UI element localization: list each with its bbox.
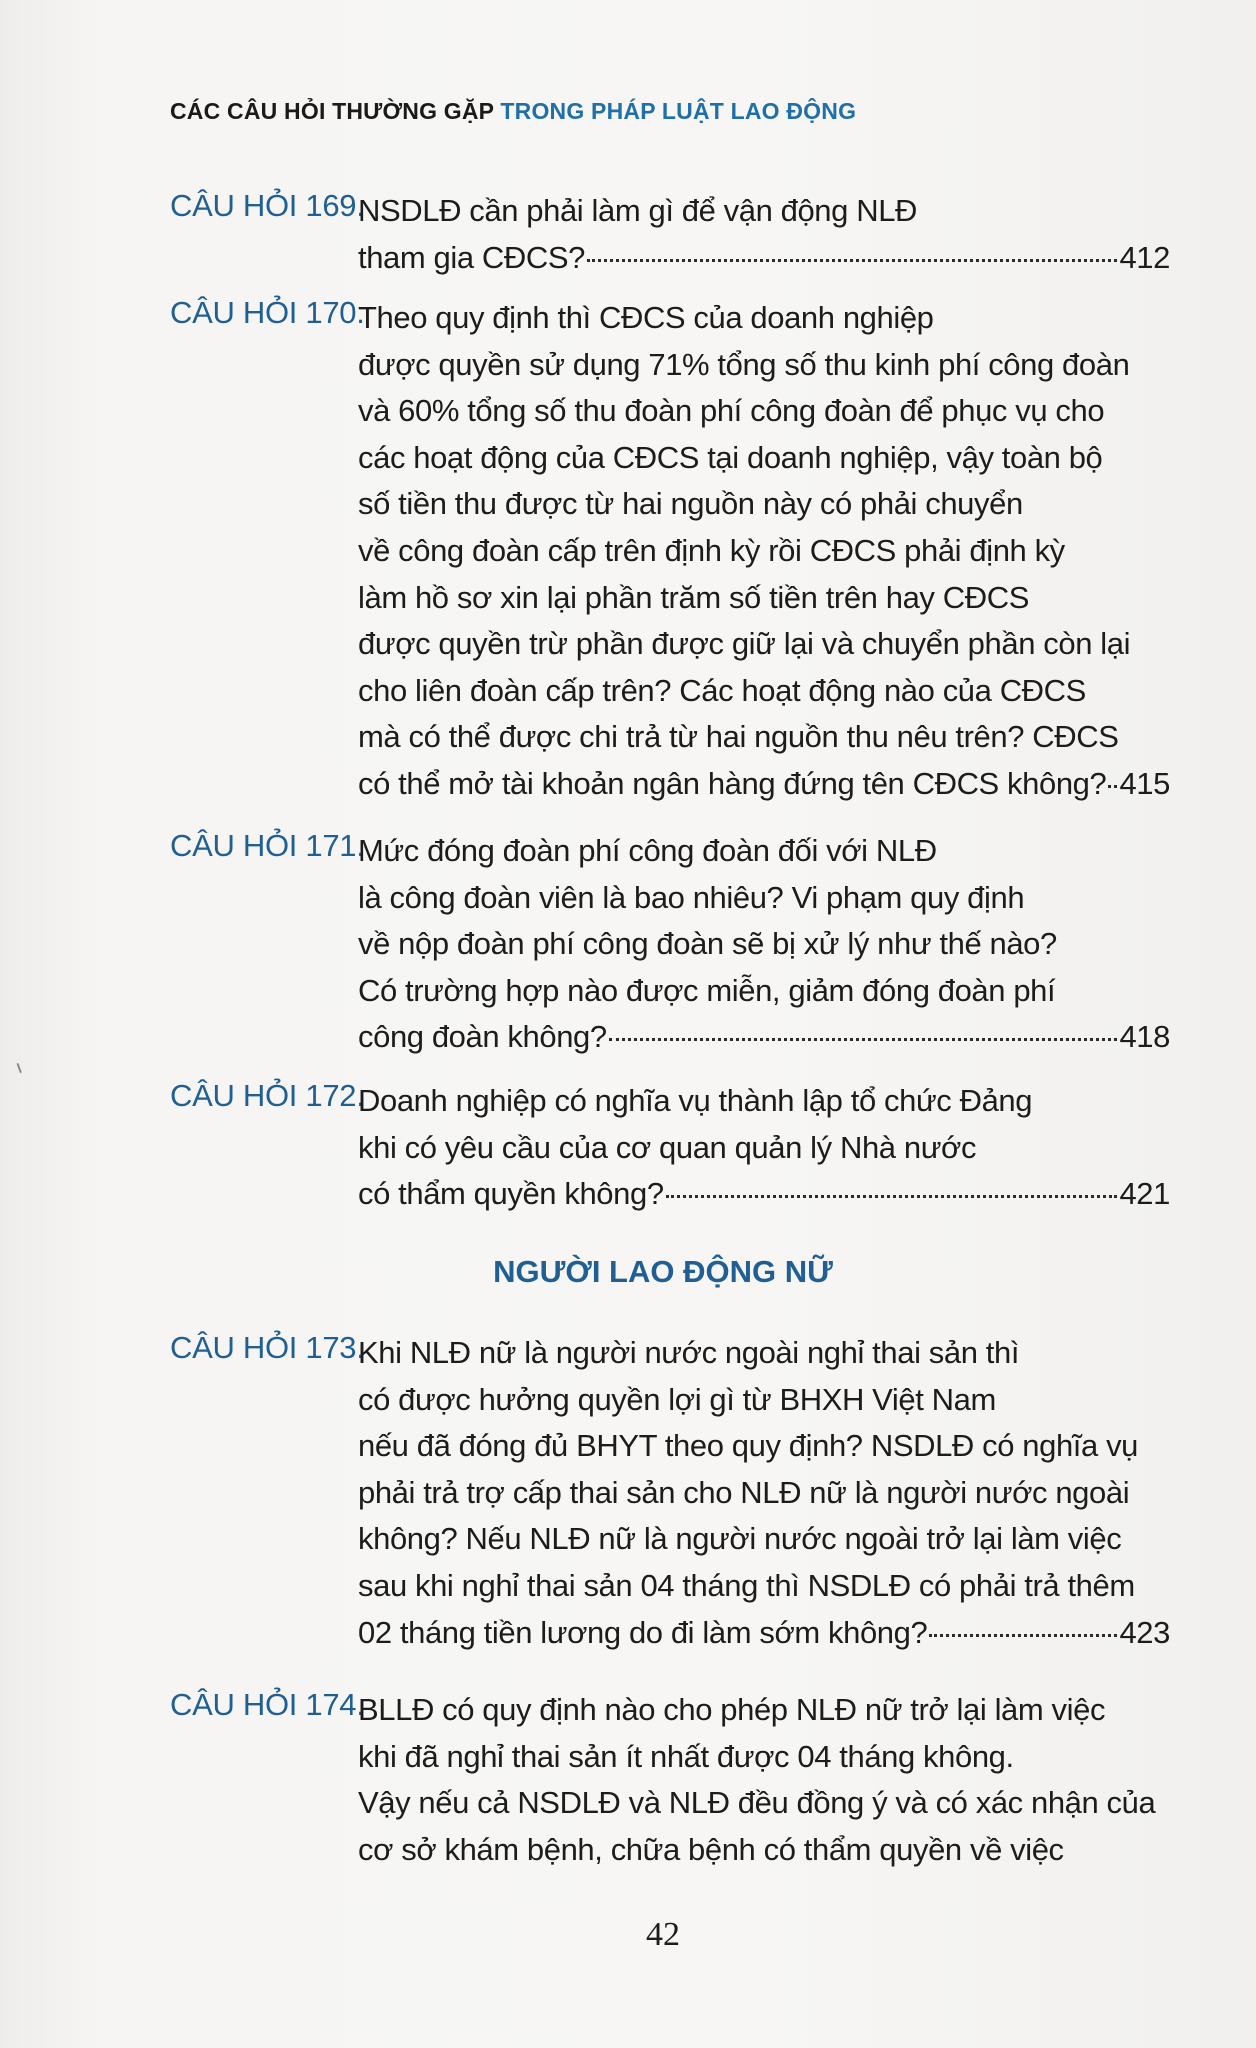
question-line: công đoàn không?: [358, 1019, 607, 1055]
question-line: được quyền trừ phần được giữ lại và chuyển phần còn lại: [358, 626, 1131, 662]
question-line: NSDLĐ cần phải làm gì để vận động NLĐ: [358, 193, 918, 228]
question-line: được quyền sử dụng 71% tổng số thu kinh phí công đoàn: [358, 346, 1130, 382]
question-last-line: [358, 1014, 1170, 1061]
question-text: [358, 188, 1170, 281]
question-line: cơ sở khám bệnh, chữa bệnh có thẩm quyền về việc: [358, 1831, 1064, 1867]
question-line: tham gia CĐCS?: [358, 239, 585, 275]
question-line: nếu đã đóng đủ BHYT theo quy định? NSDLĐ có nghĩa vụ: [358, 1428, 1139, 1464]
question-last-line: [358, 1171, 1170, 1218]
question-line: khi có yêu cầu của cơ quan quản lý Nhà nước: [358, 1129, 977, 1165]
question-line: 02 tháng tiền lương do đi làm sớm không?: [358, 1614, 928, 1650]
question-last-line: [358, 1610, 1170, 1657]
question-line: và 60% tổng số thu đoàn phí công đoàn để phục vụ cho: [358, 393, 1105, 429]
question-line: có thể mở tài khoản ngân hàng đứng tên CĐCS không?: [358, 765, 1107, 801]
question-label: CÂU HỎI 170.: [170, 295, 365, 330]
question-label: CÂU HỎI 169.: [170, 188, 365, 223]
question-label: CÂU HỎI 172.: [170, 1078, 365, 1113]
question-line: Có trường hợp nào được miễn, giảm đóng đoàn phí: [358, 972, 1056, 1008]
dot-leader: [666, 1195, 1118, 1198]
toc-page-number[interactable]: 412: [1119, 239, 1170, 275]
question-line: Mức đóng đoàn phí công đoàn đối với NLĐ: [358, 833, 937, 868]
question-label: CÂU HỎI 173.: [170, 1330, 365, 1365]
dot-leader: [587, 259, 1117, 262]
toc-page-number[interactable]: 415: [1119, 765, 1170, 801]
question-line: BLLĐ có quy định nào cho phép NLĐ nữ trở lại làm việc: [358, 1692, 1106, 1727]
question-line: sau khi nghỉ thai sản 04 tháng thì NSDLĐ có phải trả thêm: [358, 1567, 1135, 1603]
page-number: 42: [646, 1916, 680, 1953]
question-text: [358, 1330, 1170, 1656]
question-last-line: [358, 235, 1170, 282]
question-line: là công đoàn viên là bao nhiêu? Vi phạm quy định: [358, 879, 1025, 915]
question-label: CÂU HỎI 174.: [170, 1687, 365, 1722]
question-line: các hoạt động của CĐCS tại doanh nghiệp, vậy toàn bộ: [358, 439, 1103, 475]
question-line: khi đã nghỉ thai sản ít nhất được 04 tháng không.: [358, 1738, 1014, 1774]
section-title: NGƯỜI LAO ĐỘNG NỮ: [493, 1254, 833, 1289]
question-line: có được hưởng quyền lợi gì từ BHXH Việt Nam: [358, 1381, 996, 1417]
header-part-2: TRONG PHÁP LUẬT LAO ĐỘNG: [500, 98, 857, 124]
question-line: cho liên đoàn cấp trên? Các hoạt động nào của CĐCS: [358, 672, 1086, 708]
toc-page-number[interactable]: 423: [1119, 1614, 1170, 1650]
question-line: không? Nếu NLĐ nữ là người nước ngoài trở lại làm việc: [358, 1521, 1122, 1557]
header-part-1: CÁC CÂU HỎI THƯỜNG GẶP: [170, 98, 494, 124]
question-line: phải trả trợ cấp thai sản cho NLĐ nữ là người nước ngoài: [358, 1474, 1130, 1510]
dot-leader: [1108, 785, 1117, 788]
dot-leader: [609, 1038, 1118, 1041]
question-line: Doanh nghiệp có nghĩa vụ thành lập tổ chức Đảng: [358, 1083, 1033, 1118]
page-edge-mark: [17, 1061, 28, 1073]
question-line: số tiền thu được từ hai nguồn này có phải chuyển: [358, 486, 1023, 522]
question-last-line: [358, 761, 1170, 808]
question-line: có thẩm quyền không?: [358, 1176, 664, 1212]
question-line: mà có thể được chi trả từ hai nguồn thu nêu trên? CĐCS: [358, 719, 1119, 755]
question-text: [358, 1687, 1170, 1873]
question-text: [358, 1078, 1170, 1218]
question-line: về nộp đoàn phí công đoàn sẽ bị xử lý như thế nào?: [358, 926, 1057, 962]
question-line: làm hồ sơ xin lại phần trăm số tiền trên hay CĐCS: [358, 579, 1029, 615]
question-line: Khi NLĐ nữ là người nước ngoài nghỉ thai sản thì: [358, 1335, 1020, 1370]
dot-leader: [929, 1634, 1117, 1637]
running-header: [170, 98, 856, 125]
question-label: CÂU HỎI 171.: [170, 828, 365, 863]
question-text: [358, 828, 1170, 1061]
question-line: Vậy nếu cả NSDLĐ và NLĐ đều đồng ý và có xác nhận của: [358, 1785, 1156, 1821]
question-line: Theo quy định thì CĐCS của doanh nghiệp: [358, 300, 934, 335]
question-line: về công đoàn cấp trên định kỳ rồi CĐCS phải định kỳ: [358, 532, 1065, 568]
question-text: [358, 295, 1170, 808]
toc-page-number[interactable]: 421: [1119, 1176, 1170, 1212]
toc-page-number[interactable]: 418: [1119, 1019, 1170, 1055]
